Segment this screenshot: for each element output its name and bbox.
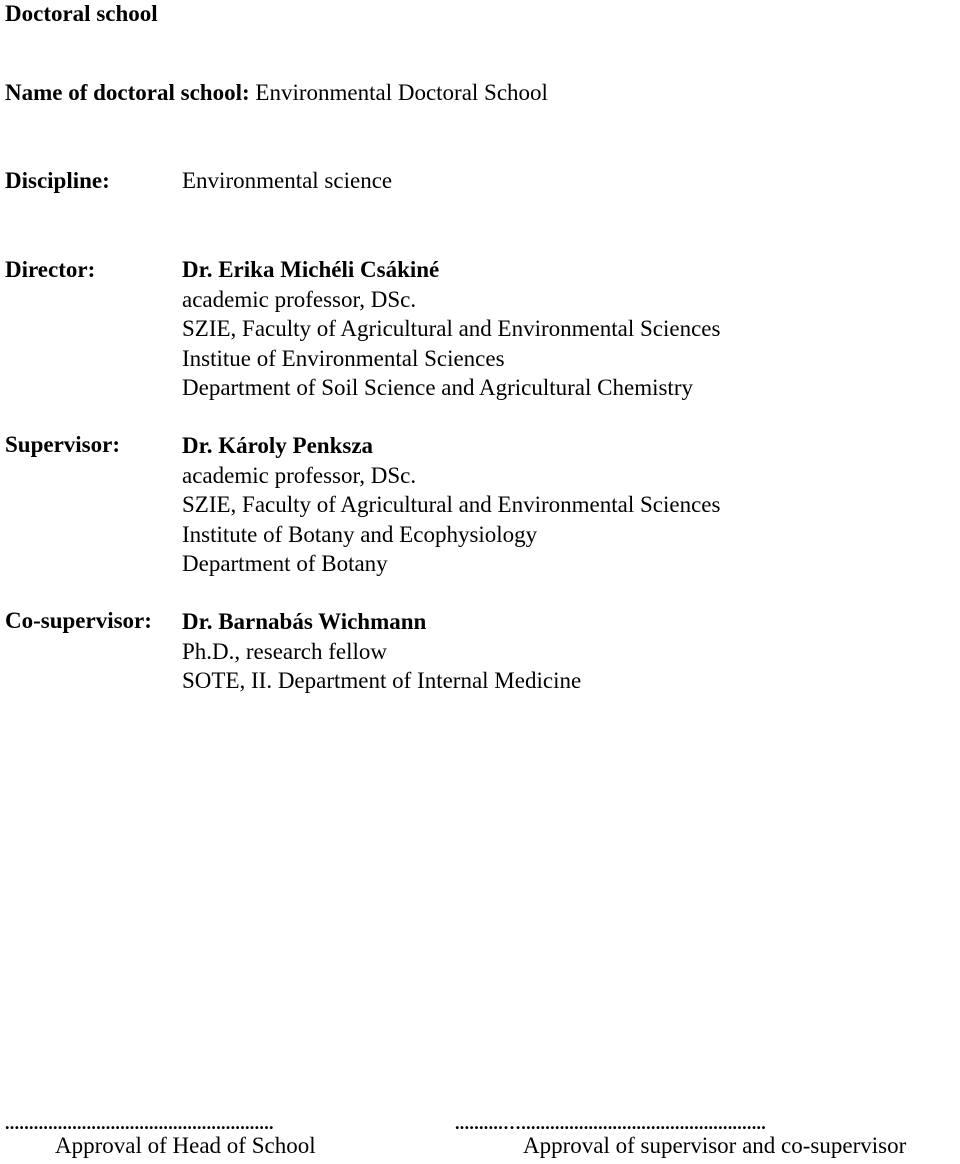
signature-supervisors — [455, 1114, 955, 1160]
doc-title: Doctoral school — [5, 1, 158, 26]
director-line: Department of Soil Science and Agricultural Chemistry — [182, 375, 693, 400]
school-row — [5, 79, 548, 107]
supervisor-name: Dr. Károly Penksza — [182, 433, 374, 458]
director-line: SZIE, Faculty of Agricultural and Environmental Sciences — [182, 316, 721, 341]
supervisor-label: Supervisor: — [5, 432, 120, 457]
discipline-value — [182, 166, 392, 196]
director-block — [182, 255, 720, 403]
signature-dots: ..........…................................................... — [455, 1114, 767, 1132]
school-value: Environmental Doctoral School — [255, 80, 548, 105]
signature-caption: Approval of supervisor and co-supervisor — [523, 1133, 907, 1158]
cosupervisor-name: Dr. Barnabás Wichmann — [182, 609, 427, 634]
director-line: academic professor, DSc. — [182, 286, 417, 312]
school-label: Name of doctoral school: — [5, 80, 250, 105]
supervisor-line: academic professor, DSc. — [182, 462, 417, 488]
cosupervisor-line: SOTE, II. Department of Internal Medicine — [182, 668, 582, 693]
director-name: Dr. Erika Michéli Csákiné — [182, 257, 440, 282]
discipline-value-text: Environmental science — [182, 168, 393, 193]
supervisor-block — [182, 431, 720, 579]
cosupervisor-line: Ph.D., research fellow — [182, 638, 388, 664]
supervisor-line: Department of Botany — [182, 551, 388, 576]
signature-head-of-school — [5, 1114, 395, 1160]
signature-dots: ........................................................ — [5, 1114, 274, 1132]
discipline-label: Discipline: — [5, 168, 110, 193]
director-line: Institue of Environmental Sciences — [182, 345, 505, 371]
cosupervisor-label: Co-supervisor: — [5, 608, 152, 633]
signature-caption: Approval of Head of School — [55, 1133, 316, 1158]
cosupervisor-block — [182, 607, 581, 696]
supervisor-line: SZIE, Faculty of Agricultural and Environmental Sciences — [182, 492, 721, 517]
director-label: Director: — [5, 257, 96, 282]
supervisor-line: Institute of Botany and Ecophysiology — [182, 521, 538, 547]
